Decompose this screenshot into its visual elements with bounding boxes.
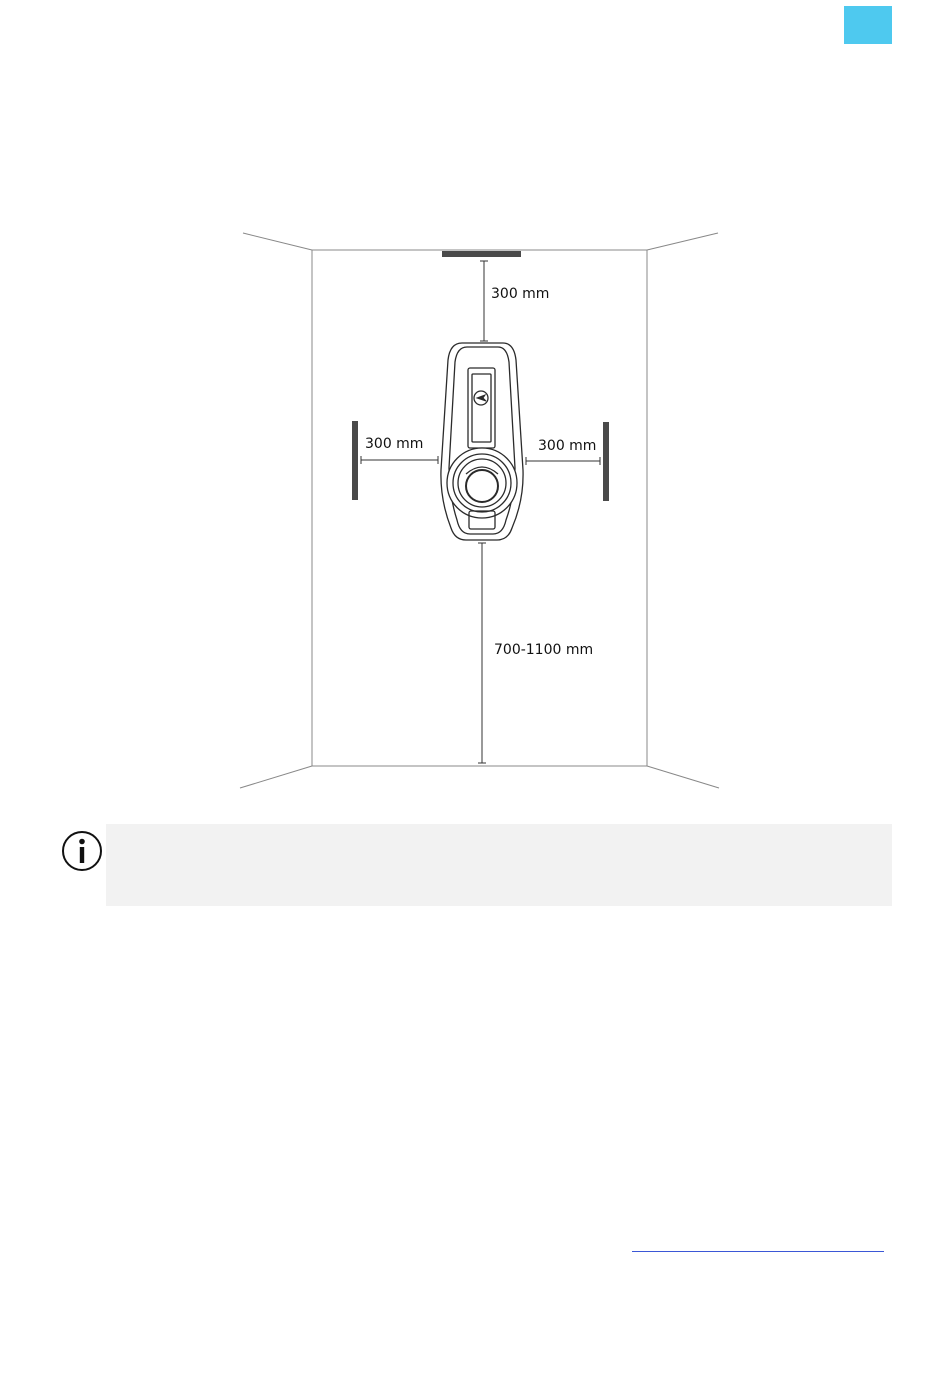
info-icon [60, 829, 104, 873]
mount-height-label: 700-1100 mm [494, 642, 594, 658]
ev-charger-icon [441, 343, 523, 540]
footer-link-underline[interactable] [632, 1251, 884, 1252]
top-obstruction-bar [442, 251, 521, 257]
right-obstruction-bar [603, 422, 609, 501]
left-clearance-label: 300 mm [365, 436, 424, 452]
info-note-box [106, 824, 892, 906]
left-obstruction-bar [352, 421, 358, 500]
top-clearance-label: 300 mm [491, 286, 550, 302]
right-clearance-label: 300 mm [538, 438, 597, 454]
